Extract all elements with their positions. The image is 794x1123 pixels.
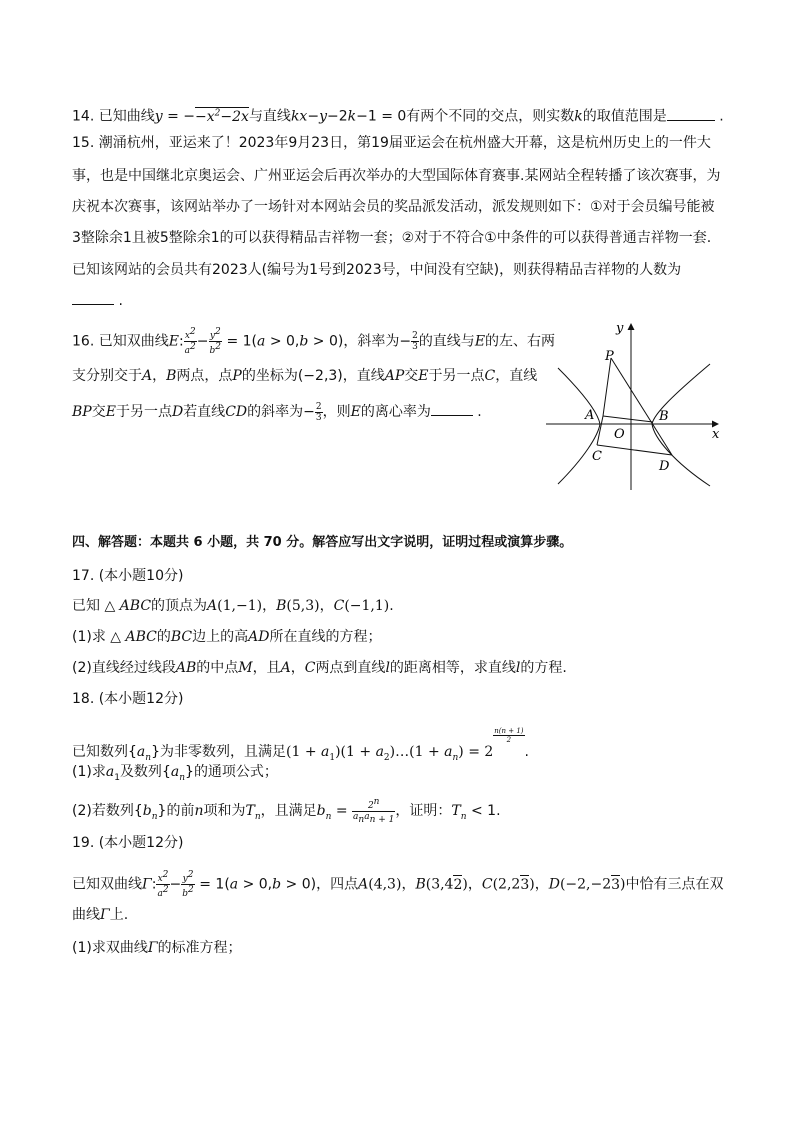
q18-part-1: (1)求$a_1$及数列$\{a_n\}$的通项公式； — [72, 764, 278, 783]
q16-line-1: 16. 已知双曲线E: $\frac{x2}{a2}$ − $\frac{y2}{b2}$ = 1(a > 0,b > 0)，斜率为− $\frac{2}{3}$ 的直线与E的左、右两 — [72, 327, 556, 356]
label-D: D — [659, 459, 670, 474]
q16-line-2: 支分别交于A，B两点，点P的坐标为(−2,3)，直线AP交E于另一点C，直线 — [72, 368, 538, 384]
label-x: x — [712, 427, 720, 442]
q15-line-5: 已知该网站的会员共有2023人(编号为1号到2023号，中间没有空缺)，则获得精品吉祥物的人数为 — [72, 262, 682, 278]
line-AB — [603, 416, 653, 422]
q17-part-1: (1)求 △ ABC的BC边上的高AD所在直线的方程； — [72, 629, 382, 645]
hyperbola-figure — [540, 318, 730, 496]
q18-line-1: 已知数列$\{a_n\}$为非零数列，且满足$(1 + a_1)(1$ + $a_2)\dots(1 + a_n) = 2$ $\frac{n(n + 1)}{2}$ . — [72, 727, 529, 763]
label-C: C — [592, 449, 602, 464]
q14-line: 14. 已知曲线$y = --x^2-2x$与直线kx−y−2k−1 = 0有两个不同的交点，则实数k的取值范围是 . — [72, 103, 724, 127]
q19-line-2: 曲线Γ上. — [72, 907, 129, 923]
q18-part-2: (2)若数列$\{b_n\}$的前n项和为$T_n$，且满足$b_n$ = $\frac{2n}{\text{anan + 1}}$ ，证明：$T_n < 1$. — [72, 797, 501, 825]
label-B: B — [659, 409, 669, 424]
q18-head: 18. (本小题12分) — [72, 691, 184, 707]
q15-line-1: 15. 潮涌杭州，亚运来了！2023年9月23日，第19届亚运会在杭州盛大开幕，这是杭州历史上的一件大 — [72, 135, 711, 151]
q15-line-6: . — [72, 290, 123, 311]
q16-line-3: BP交E于另一点D若直线CD的斜率为− $\frac{2}{3}$ ，则E的离心率为 . — [72, 401, 482, 423]
q15-line-3: 庆祝本次赛事，该网站举办了一场针对本网站会员的奖品派发活动，派发规则如下：①对于会员编号能被 — [72, 199, 715, 215]
answer-blank[interactable] — [431, 401, 473, 416]
q19-part-1: (1)求双曲线Γ的标准方程； — [72, 940, 242, 956]
q17-line-1: 已知 △ ABC的顶点为A(1,−1)，B(5,3)，C(−1,1). — [72, 598, 394, 614]
line-CD — [597, 445, 672, 455]
section-4-heading: 四、解答题：本题共 6 小题，共 70 分。解答应写出文字说明，证明过程或演算步骤。 — [72, 535, 573, 550]
label-A: A — [585, 408, 595, 423]
answer-blank[interactable] — [72, 290, 114, 305]
label-P: P — [605, 349, 614, 364]
q17-part-2: (2)直线经过线段AB的中点M，且A，C两点到直线l的距离相等，求直线l的方程. — [72, 660, 567, 676]
left-branch — [558, 368, 600, 484]
answer-blank[interactable] — [667, 106, 715, 121]
q15-line-2: 事，也是中国继北京奥运会、广州亚运会后再次举办的大型国际体育赛事.某网站全程转播了该次赛事，为 — [72, 168, 721, 184]
q19-head: 19. (本小题12分) — [72, 835, 184, 851]
label-O: O — [614, 427, 625, 442]
line-PA-C — [597, 358, 611, 445]
label-y: y — [616, 321, 624, 336]
q17-head: 17. (本小题10分) — [72, 568, 184, 584]
q19-line-1: 已知双曲线Γ: $\frac{x2}{a2}$ − $\frac{y2}{b2}$ = 1(a > 0,b > 0)，四点A(4,3)，B(3,42)，C(2,23)，D(−2,−23)中恰有三点在双 — [72, 870, 724, 899]
q15-line-4: 3整除余1且被5整除余1的可以获得精品吉祥物一套；②对于不符合①中条件的可以获得普通吉祥物一套. — [72, 230, 712, 246]
